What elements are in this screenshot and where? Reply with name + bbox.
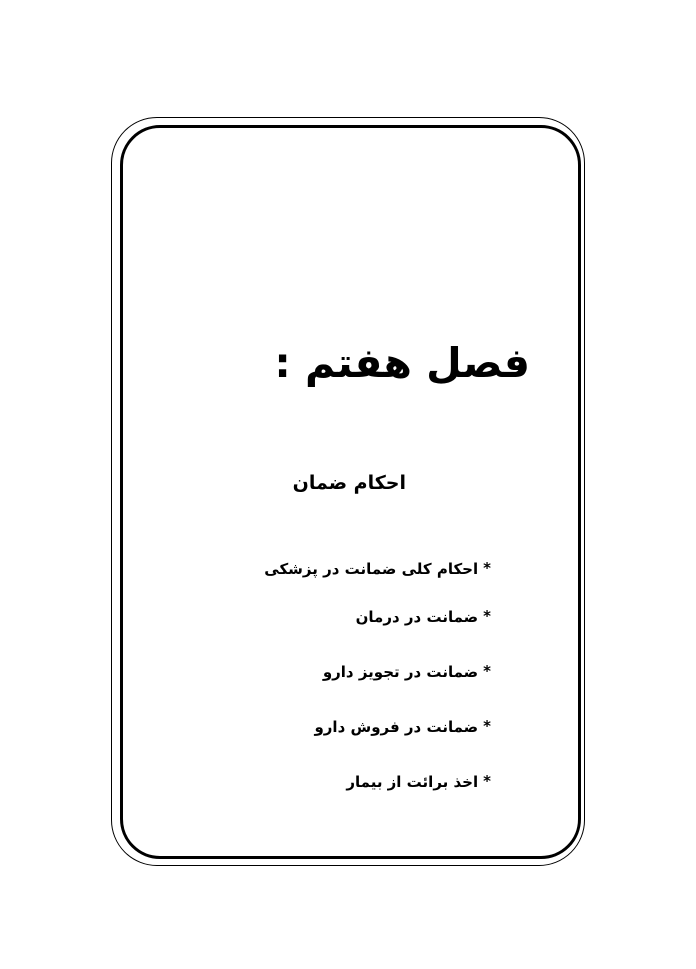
section-heading: احکام ضمان bbox=[292, 472, 406, 494]
list-item bbox=[264, 699, 491, 754]
topic-label: اخذ برائت از بیمار bbox=[346, 772, 479, 791]
list-item bbox=[264, 754, 491, 809]
asterisk-bullet-icon: * bbox=[483, 717, 491, 735]
topic-label: ضمانت در فروش دارو bbox=[314, 717, 479, 736]
list-item bbox=[264, 644, 491, 699]
topic-label: احکام کلی ضمانت در پزشکی bbox=[264, 559, 479, 578]
topic-label: ضمانت در تجویز دارو bbox=[322, 662, 479, 681]
asterisk-bullet-icon: * bbox=[483, 662, 491, 680]
asterisk-bullet-icon: * bbox=[483, 559, 491, 577]
topic-list bbox=[264, 548, 491, 809]
asterisk-bullet-icon: * bbox=[483, 607, 491, 625]
list-item bbox=[264, 589, 491, 644]
asterisk-bullet-icon: * bbox=[483, 772, 491, 790]
list-item bbox=[264, 548, 491, 589]
chapter-title: فصل هفتم : bbox=[274, 339, 530, 387]
topic-label: ضمانت در درمان bbox=[355, 607, 479, 626]
